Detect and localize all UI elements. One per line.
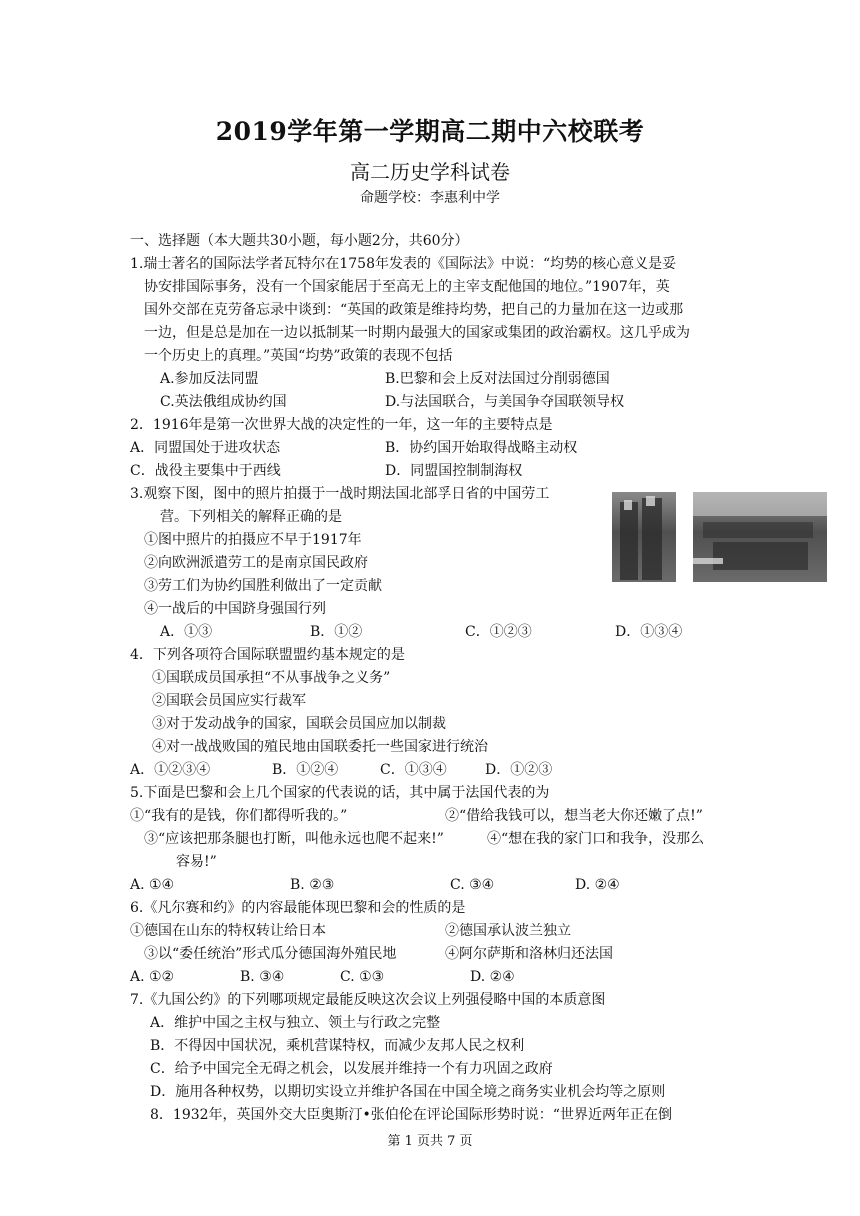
- q5-option-a: A. ①④: [130, 877, 175, 893]
- q6-item-2: ②德国承认波兰独立: [445, 923, 571, 939]
- q2-option-d: D．同盟国控制制海权: [385, 463, 523, 479]
- q7-option-a: A．维护中国之主权与独立、领土与行政之完整: [150, 1015, 441, 1031]
- q6-option-d: D. ②④: [470, 969, 515, 985]
- q4-item-2: ②国联会员国应实行裁军: [152, 693, 306, 709]
- exam-school: 命题学校：李惠利中学: [360, 190, 500, 206]
- q3-option-c: C．①②③: [465, 624, 532, 640]
- q4-option-c: C．①③④: [380, 762, 447, 778]
- laborer-portrait-photo: [612, 492, 676, 582]
- q6-stem: 6.《凡尔赛和约》的内容最能体现巴黎和会的性质的是: [130, 900, 466, 916]
- q6-option-c: C. ①③: [340, 969, 385, 985]
- q1-line-1: 1.瑞士著名的国际法学者瓦特尔在1758年发表的《国际法》中说：“均势的核心意义是妥: [130, 256, 677, 272]
- q3-line-1: 3.观察下图，图中的照片拍摄于一战时期法国北部孚日省的中国劳工: [130, 486, 550, 502]
- q4-stem: 4．下列各项符合国际联盟盟约基本规定的是: [130, 647, 405, 663]
- q1-line-3: 国外交部在克劳备忘录中谈到：“英国的政策是维持均势，把自己的力量加在这一边或那: [144, 302, 684, 318]
- q6-item-4: ④阿尔萨斯和洛林归还法国: [445, 946, 613, 962]
- q6-option-a: A. ①②: [130, 969, 175, 985]
- q6-item-3: ③以“委任统治”形式瓜分德国海外殖民地: [144, 946, 397, 962]
- q3-option-d: D．①③④: [615, 624, 683, 640]
- q1-option-d: D.与法国联合，与美国争夺国联领导权: [385, 394, 625, 410]
- q3-option-a: A．①③: [160, 624, 213, 640]
- q7-option-b: B．不得因中国状况，乘机营谋特权，而减少友邦人民之权利: [150, 1038, 525, 1054]
- q5-stem: 5.下面是巴黎和会上几个国家的代表说的话，其中属于法国代表的为: [130, 785, 550, 801]
- q1-option-b: B.巴黎和会上反对法国过分削弱德国: [385, 371, 610, 387]
- q3-line-2: 营。下列相关的解释正确的是: [160, 509, 342, 525]
- q2-stem: 2．1916年是第一次世界大战的决定性的一年，这一年的主要特点是: [130, 417, 553, 433]
- q1-option-a: A.参加反法同盟: [160, 371, 259, 387]
- q5-item-3: ③“应该把那条腿也打断，叫他永远也爬不起来!”: [144, 831, 444, 847]
- q2-option-c: C．战役主要集中于西线: [130, 463, 281, 479]
- q6-item-1: ①德国在山东的特权转让给日本: [130, 923, 326, 939]
- q5-item-1: ①“我有的是钱，你们都得听我的。”: [130, 808, 348, 824]
- q1-line-2: 协安排国际事务，没有一个国家能居于至高无上的主宰支配他国的地位。”1907年，英: [144, 279, 670, 295]
- q3-item-1: ①图中照片的拍摄应不早于1917年: [144, 532, 362, 548]
- q5-option-c: C. ③④: [450, 877, 495, 893]
- q4-option-d: D．①②③: [485, 762, 553, 778]
- q5-option-b: B. ②③: [290, 877, 335, 893]
- q7-option-d: D．施用各种权势，以期切实设立并维护各国在中国全境之商务实业机会均等之原则: [150, 1084, 666, 1100]
- q3-item-2: ②向欧洲派遣劳工的是南京国民政府: [144, 555, 368, 571]
- q4-option-a: A．①②③④: [130, 762, 211, 778]
- q7-option-c: C．给予中国完全无碍之机会，以发展并维持一个有力巩固之政府: [150, 1061, 553, 1077]
- q1-option-c: C.英法俄组成协约国: [160, 394, 287, 410]
- q5-item-4: ④“想在我的家门口和我争，没那么: [487, 831, 705, 847]
- q5-item-4-cont: 容易!”: [176, 854, 217, 870]
- q3-item-4: ④一战后的中国跻身强国行列: [144, 601, 326, 617]
- exam-subtitle: 高二历史学科试卷: [350, 160, 510, 184]
- q2-option-b: B．协约国开始取得战略主动权: [385, 440, 578, 456]
- q4-item-3: ③对于发动战争的国家，国联会员国应加以制裁: [152, 716, 446, 732]
- q1-line-4: 一边，但是总是加在一边以抵制某一时期内最强大的国家或集团的政治霸权。这几乎成为: [144, 325, 690, 341]
- q3-item-3: ③劳工们为协约国胜利做出了一定贡献: [144, 578, 382, 594]
- q5-option-d: D. ②④: [575, 877, 620, 893]
- exam-title: 2019学年第一学期高二期中六校联考: [215, 117, 645, 146]
- q4-item-1: ①国联成员国承担“不从事战争之义务”: [152, 670, 391, 686]
- q7-stem: 7.《九国公约》的下列哪项规定最能反映这次会议上列强侵略中国的本质意图: [130, 992, 606, 1008]
- page-footer: 第 1 页共 7 页: [387, 1134, 473, 1149]
- q3-option-b: B．①②: [310, 624, 363, 640]
- q5-item-2: ②“借给我钱可以，想当老大你还嫩了点!”: [445, 808, 703, 824]
- labor-camp-crowd-photo: [693, 492, 827, 582]
- q4-option-b: B．①②④: [272, 762, 339, 778]
- q6-option-b: B. ③④: [240, 969, 285, 985]
- q2-option-a: A．同盟国处于进攻状态: [130, 440, 281, 456]
- section-heading: 一、选择题（本大题共30小题，每小题2分，共60分）: [130, 233, 469, 249]
- q4-item-4: ④对一战战败国的殖民地由国联委托一些国家进行统治: [152, 739, 488, 755]
- q1-line-5: 一个历史上的真理。”英国“均势”政策的表现不包括: [144, 348, 453, 364]
- q8-stem: 8．1932年，英国外交大臣奥斯汀•张伯伦在评论国际形势时说：“世界近两年正在倒: [150, 1107, 672, 1123]
